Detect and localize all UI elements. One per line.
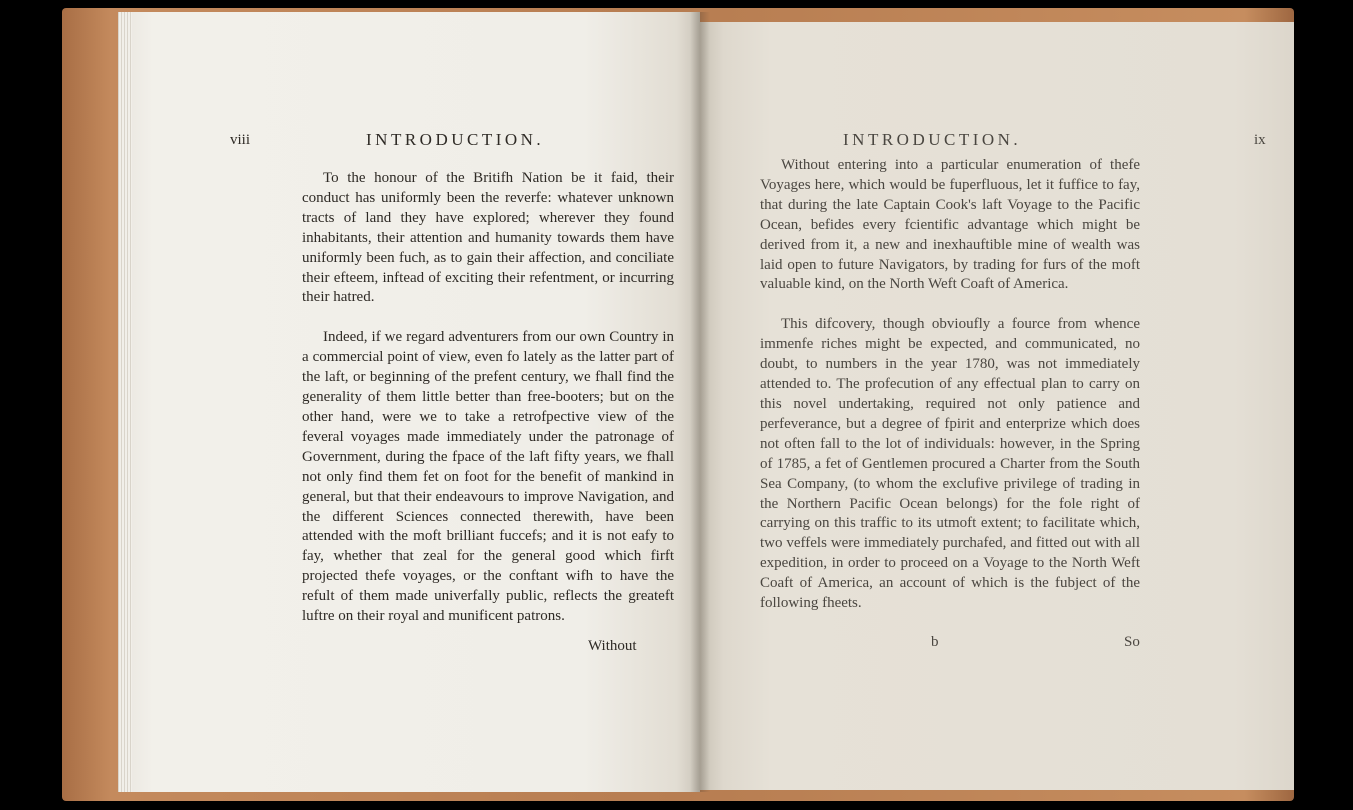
catchword-left: Without — [588, 638, 637, 654]
right-page — [700, 22, 1294, 790]
folio-right: ix — [1254, 132, 1266, 148]
page-edges — [118, 12, 132, 792]
running-head-right: INTRODUCTION. — [843, 130, 1022, 149]
paragraph: This difcovery, though obvioufly a fource from whence immenfe riches might be expected, and communicated, no doubt, to numbers in the year 1780, was not immediately attended to. The profecution of any effectual plan to carry on this novel undertaking, required not only patience and perfeverance, but a degree of fpirit and enterprize which does not often fall to the lot of individuals: however, in the Spring of 1785, a fet of Gentlemen procured a Charter from the South Sea Company, (to whom the exclufive privilege of trading in the Northern Pacific Ocean belongs) for the fole right of carrying on this traffic to its utmoft extent; to facilitate which, two veffels were immediately purchafed, and fitted out with all expedition, in order to proceed on a Voyage to the North Weft Coaft of America, an account of which is the fubject of the following fheets. — [760, 316, 1140, 612]
signature-mark: b — [931, 634, 939, 650]
paragraph: To the honour of the Britifh Nation be it faid, their conduct has uniformly been the reverfe: whatever unknown tracts of land they have explored; wherever they found inhabitants, their attention and humanity towards them have uniformly been fuch, as to gain their affection, and conciliate their efteem, inftead of exciting their refentment, or incurring their hatred. — [302, 170, 674, 306]
running-head-left: INTRODUCTION. — [366, 130, 545, 149]
left-page — [118, 12, 700, 792]
book-gutter — [690, 12, 710, 792]
paragraph: Indeed, if we regard adventurers from our own Country in a commercial point of view, even fo lately as the latter part of the laft, or beginning of the prefent century, we fhall find the generality of them little better than free-booters; but on the other hand, were we to take a retrofpective view of the feveral voyages made immediately under the patronage of Government, during the fpace of the laft fifty years, we fhall not only find them fet on foot for the benefit of mankind in general, but that their endeavours to improve Navigation, and the different Sciences connected therewith, have been attended with the moft brilliant fuccefs; and it is not eafy to fay, whether that zeal for the general good which firft projected thefe voyages, or the conftant wifh to have the refult of them made univerfally public, reflects the greateft luftre on their royal and munificent patrons. — [302, 329, 674, 625]
paragraph: Without entering into a particular enumeration of thefe Voyages here, which would be fuperfluous, let it fuffice to fay, that during the late Captain Cook's laft Voyage to the Pacific Ocean, befides every fcientific advantage which might be derived from it, a new and inexhauftible mine of wealth was laid open to future Navigators, by trading for furs of the moft valuable kind, on the North Weft Coaft of America. — [760, 157, 1140, 293]
left-body-text — [302, 169, 674, 627]
catchword-right: So — [1124, 634, 1140, 650]
right-body-text — [760, 156, 1140, 614]
folio-left: viii — [230, 132, 251, 148]
